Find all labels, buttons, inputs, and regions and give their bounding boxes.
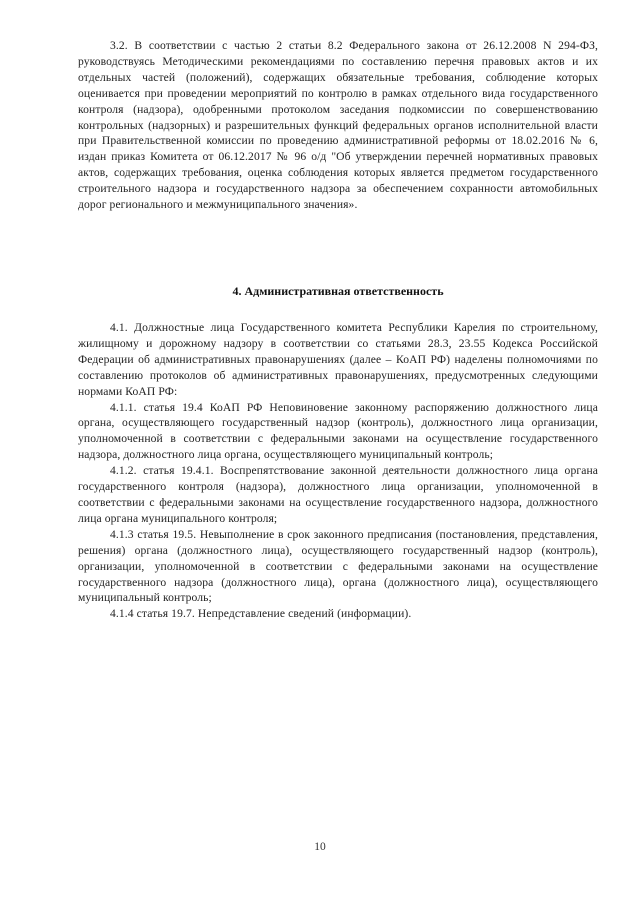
paragraph-4-1-4: 4.1.4 статья 19.7. Непредставление сведений (информации). [110, 607, 412, 621]
section-4-body [78, 320, 598, 622]
paragraph-4-1: 4.1. Должностные лица Государственного комитета Республики Карелия по строительному, жилищному и дорожному надзору в соответствии со статьями 28.3, 23.55 Кодекса Российской Федерации об административных правонарушениях (далее – КоАП РФ) наделены полномочиями по составлению протоколов об административных правонарушениях, предусмотренных следующими нормами КоАП РФ: [78, 321, 598, 398]
page-number: 10 [314, 841, 326, 853]
paragraph-4-1-2: 4.1.2. статья 19.4.1. Воспрепятствование законной деятельности должностного лица органа государственного контроля (надзора), должностного лица организации, уполномоченной в соответствии с федеральными законами на осуществление государственного надзора, должностного лица органа муниципального контроля; [78, 464, 598, 525]
section-heading: 4. Административная ответственность [232, 284, 444, 298]
paragraph-3-2-text: 3.2. В соответствии с частью 2 статьи 8.2 Федерального закона от 26.12.2008 N 294-ФЗ, руководствуясь Методическими рекомендациями по составлению перечня правовых актов и их отдельных частей (положений), содержащих обязательные требования, соблюдение которых оценивается при проведении мероприятий по контролю в рамках отдельного вида государственного контроля (надзора), одобренными протоколом заседания подкомиссии по совершенствованию контрольных (надзорных) и разрешительных функций федеральных органов исполнительной власти при Правительственной комиссии по проведению административной реформы от 18.02.2016 № 6, издан приказ Комитета от 06.12.2017 № 96 о/д "Об утверждении перечней нормативных правовых актов, содержащих требования, оценка соблюдения которых является предметом государственного строительного надзора и государственного надзора за обеспечением сохранности автомобильных дорог регионального и межмуниципального значения». [78, 39, 598, 212]
paragraph-4-1-3: 4.1.3 статья 19.5. Невыполнение в срок законного предписания (постановления, представления, решения) органа (должностного лица), осуществляющего государственный надзор (контроль), организации, уполномоченной в соответствии с федеральными законами на осуществление государственного надзора (должностного лица), органа (должностного лица), осуществляющего муниципальный контроль; [78, 527, 598, 605]
paragraph-3-2 [78, 38, 598, 213]
paragraph-4-1-1: 4.1.1. статья 19.4 КоАП РФ Неповиновение законному распоряжению должностного лица органа, осуществляющего государственный надзор (контроль), должностного лица организации, уполномоченной в соответствии с федеральными законами на осуществление государственного надзора, должностного лица органа, осуществляющего муниципальный контроль; [78, 400, 598, 462]
